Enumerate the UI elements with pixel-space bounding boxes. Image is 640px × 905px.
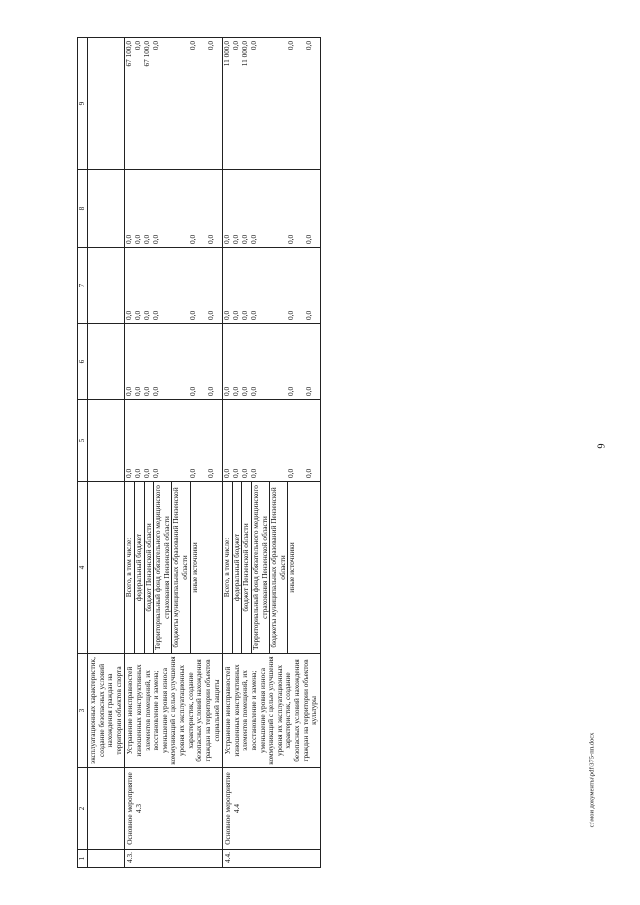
table-row [223,38,321,868]
amount-column-c5 [125,400,223,482]
amount-value: 0,0 [124,468,134,478]
amount-value: 11 000,0 [222,41,232,67]
amount-value: 0,0 [286,310,296,320]
continuation-text: эксплуатационных характеристик, создание безопасных условий нахождения граждан на территории объектов спорта [88,654,125,768]
amount-value: 0,0 [304,386,314,396]
amount-value: 0,0 [133,386,143,396]
amount-value: 0,0 [151,468,161,478]
header-col-4: 4 [78,482,88,654]
funding-sources [223,482,321,654]
amount-value: 0,0 [249,41,259,51]
header-col-6: 6 [78,324,88,400]
funding-sources [125,482,223,654]
amount-value: 11 000,0 [240,41,250,67]
funding-source-label: Всего, в том числе: [223,482,233,653]
amount-value: 0,0 [133,234,143,244]
amount-value: 0,0 [188,310,198,320]
amount-value: 0,0 [231,41,241,51]
amount-column-c9 [223,38,321,170]
funding-source-label: бюджет Пензенской области [145,482,155,653]
amount-value: 0,0 [133,468,143,478]
budget-table [77,37,321,868]
row-number: 4.3. [125,850,223,868]
funding-source-label: бюджет Пензенской области [242,482,252,653]
amount-value: 0,0 [206,468,216,478]
amount-value: 0,0 [222,386,232,396]
funding-source-label: Территориальный фонд обязательного медицинского страхования Пензенской области [252,482,270,653]
amount-column-c9 [125,38,223,170]
amount-value: 0,0 [304,41,314,51]
amount-value: 0,0 [142,468,152,478]
funding-source-label: иные источники [189,542,199,593]
amount-value: 0,0 [151,234,161,244]
amount-value: 0,0 [286,234,296,244]
amount-value: 67 100,0 [124,41,134,67]
amount-value: 0,0 [133,41,143,51]
amount-value: 0,0 [304,234,314,244]
header-col-3: 3 [78,654,88,768]
amount-value: 0,0 [206,234,216,244]
amount-value: 0,0 [231,386,241,396]
amount-value: 0,0 [240,234,250,244]
amount-column-c7 [125,248,223,324]
funding-source-label: федеральный бюджет [135,482,145,653]
amount-value: 0,0 [286,386,296,396]
footer-file-path: c:\мои документы\pdf\375-пп.docx [588,732,596,828]
amount-value: 0,0 [249,310,259,320]
amount-value: 0,0 [142,310,152,320]
amount-value: 0,0 [240,468,250,478]
amount-value: 0,0 [222,468,232,478]
amount-value: 0,0 [151,41,161,51]
amount-value: 0,0 [304,310,314,320]
amount-value: 0,0 [151,386,161,396]
amount-value: 0,0 [206,310,216,320]
amount-value: 0,0 [151,310,161,320]
amount-value: 0,0 [124,310,134,320]
amount-value: 0,0 [231,234,241,244]
amount-value: 0,0 [304,468,314,478]
activity-name: Основное мероприятие 4.3 [125,768,223,850]
amount-value: 0,0 [249,234,259,244]
amount-value: 0,0 [142,234,152,244]
header-col-7: 7 [78,248,88,324]
amount-column-c8 [223,170,321,248]
header-col-2: 2 [78,768,88,850]
page-number: 6 [594,443,606,449]
rotated-table-container [77,38,582,868]
header-col-8: 8 [78,170,88,248]
funding-source-label: Всего, в том числе: [125,482,135,653]
funding-source-label: иные источники [287,542,297,593]
amount-value: 0,0 [188,386,198,396]
amount-column-c5 [223,400,321,482]
continuation-row [88,38,125,868]
amount-value: 0,0 [206,41,216,51]
amount-value: 0,0 [124,386,134,396]
funding-source-label: Территориальный фонд обязательного медицинского страхования Пензенской области [154,482,172,653]
header-col-1: 1 [78,850,88,868]
header-col-9: 9 [78,38,88,170]
header-row [78,38,88,868]
amount-value: 0,0 [286,41,296,51]
amount-value: 0,0 [124,234,134,244]
amount-value: 0,0 [249,468,259,478]
amount-value: 0,0 [188,41,198,51]
amount-value: 0,0 [222,310,232,320]
amount-value: 0,0 [249,386,259,396]
activity-description: Устранение неисправностей изношенных конструктивных элементов помещений, их восстановление и замена; уменьшение уровня износа коммуникаций с целью улучшения уровня их эксплуатационных характеристик, создание безопасных условий нахождения граждан на территории объектов социальной защиты [125,654,223,768]
header-col-5: 5 [78,400,88,482]
amount-value: 0,0 [240,386,250,396]
funding-source-label: федеральный бюджет [233,482,243,653]
row-number: 4.4. [223,850,321,868]
activity-description: Устранение неисправностей изношенных конструктивных элементов помещений, их восстановление и замена; уменьшение уровня износа коммуникаций с целью улучшения уровня их эксплуатационных характеристик, создание безопасных условий нахождения граждан на территории объектов культуры [223,654,321,768]
funding-source-label: бюджеты муниципальных образований Пензенской области [172,482,190,653]
funding-source-label: бюджеты муниципальных образований Пензенской области [270,482,288,653]
amount-value: 67 100,0 [142,41,152,67]
amount-column-c6 [223,324,321,400]
amount-column-c8 [125,170,223,248]
amount-value: 0,0 [142,386,152,396]
amount-column-c6 [125,324,223,400]
amount-value: 0,0 [222,234,232,244]
amount-value: 0,0 [231,468,241,478]
amount-value: 0,0 [206,386,216,396]
amount-value: 0,0 [286,468,296,478]
amount-value: 0,0 [188,234,198,244]
amount-value: 0,0 [231,310,241,320]
activity-name: Основное мероприятие 4.4 [223,768,321,850]
amount-column-c7 [223,248,321,324]
amount-value: 0,0 [188,468,198,478]
amount-value: 0,0 [133,310,143,320]
table-row [125,38,223,868]
amount-value: 0,0 [240,310,250,320]
